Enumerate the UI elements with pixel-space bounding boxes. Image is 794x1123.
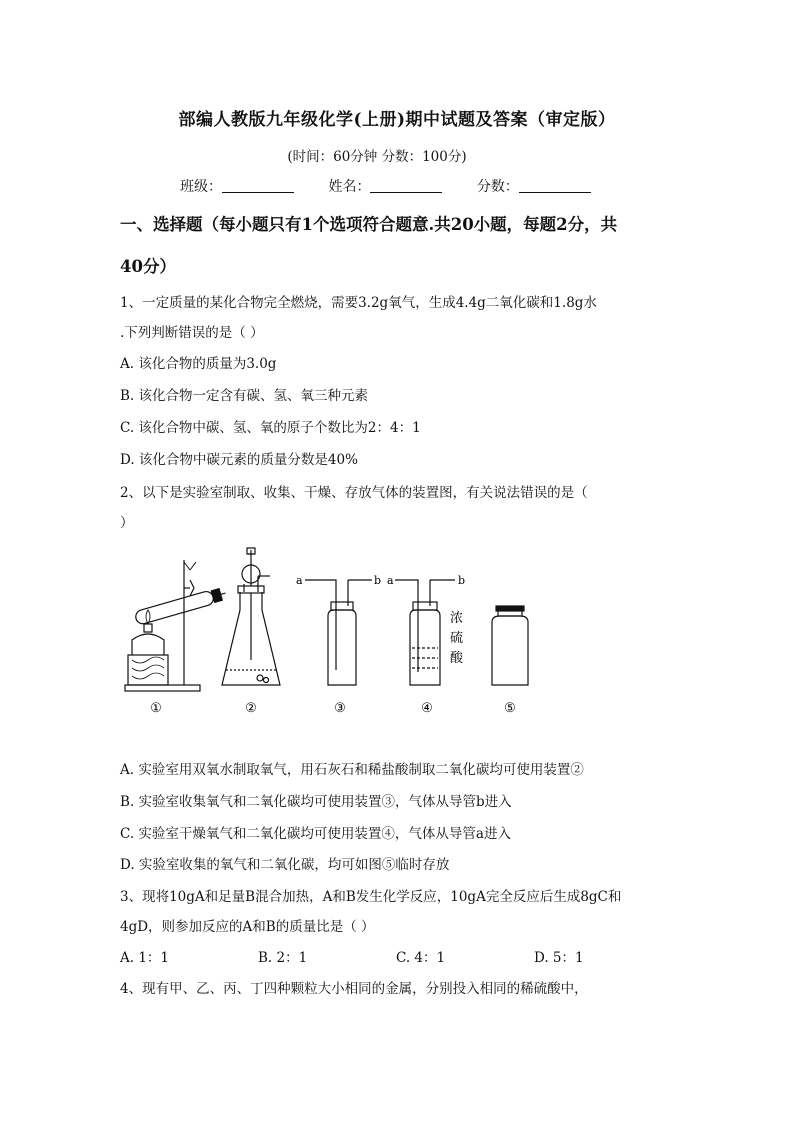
apparatus-3-collection-bottle xyxy=(305,580,372,685)
apparatus-1-heating-setup xyxy=(125,560,227,691)
q3-option-c: C. 4：1 xyxy=(396,950,446,966)
q3-stem-line2: 4gD，则参加反应的A和B的质量比是（ ） xyxy=(120,919,375,935)
q2-option-b: B. 实验室收集氧气和二氧化碳均可使用装置③，气体从导管b进入 xyxy=(120,794,512,810)
student-info-row xyxy=(180,176,621,196)
q1-option-a: A. 该化合物的质量为3.0g xyxy=(120,356,277,372)
q3-option-b: B. 2：1 xyxy=(258,950,308,966)
score-label: 分数： xyxy=(476,179,519,195)
q2-stem-line2: ） xyxy=(120,515,134,531)
q1-option-b: B. 该化合物一定含有碳、氢、氧三种元素 xyxy=(120,388,369,404)
figure-label-4: ④ xyxy=(421,701,433,716)
q4-stem-line1: 4、现有甲、乙、丙、丁四种颗粒大小相同的金属，分别投入相同的稀硫酸中， xyxy=(120,981,588,997)
q1-stem-line1: 1、一定质量的某化合物完全燃烧，需要3.2g氧气，生成4.4g二氧化碳和1.8g水 xyxy=(120,295,597,311)
q3-option-d: D. 5：1 xyxy=(534,950,584,966)
name-label: 姓名： xyxy=(328,179,371,195)
score-blank xyxy=(519,178,591,193)
q1-option-c: C. 该化合物中碳、氢、氧的原子个数比为2：4：1 xyxy=(120,420,421,436)
apparatus-4-drying-bottle xyxy=(395,580,455,685)
acid-label-2: 硫 xyxy=(450,631,464,646)
apparatus-figure xyxy=(110,540,550,720)
q1-option-d: D. 该化合物中碳元素的质量分数是40% xyxy=(120,452,358,468)
q2-option-a: A. 实验室用双氧水制取氧气，用石灰石和稀盐酸制取二氧化碳均可使用装置② xyxy=(120,762,584,778)
name-blank xyxy=(370,178,442,193)
figure-label-2: ② xyxy=(245,701,257,716)
tube-label-a-3: a xyxy=(296,574,303,587)
tube-label-b-4: b xyxy=(458,574,466,587)
acid-label-1: 浓 xyxy=(450,611,464,626)
class-blank xyxy=(222,178,294,193)
figure-label-1: ① xyxy=(150,701,162,716)
figure-label-5: ⑤ xyxy=(504,701,516,716)
section-title-line2: 40分） xyxy=(120,257,176,276)
q3-stem-line1: 3、现将10gA和足量B混合加热，A和B发生化学反应，10gA完全反应后生成8gC和 xyxy=(120,889,622,905)
acid-label-3: 酸 xyxy=(450,651,464,666)
q1-stem-line2: .下列判断错误的是（ ） xyxy=(120,325,264,341)
section-title-line1: 一、选择题（每小题只有1个选项符合题意.共20小题，每题2分，共 xyxy=(120,215,618,234)
tube-label-a-4: a xyxy=(387,574,394,587)
q3-option-a: A. 1：1 xyxy=(120,950,170,966)
q3-options-row xyxy=(120,946,672,966)
q2-option-d: D. 实验室收集的氧气和二氧化碳，均可如图⑤临时存放 xyxy=(120,857,450,873)
q2-option-c: C. 实验室干燥氧气和二氧化碳均可使用装置④，气体从导管a进入 xyxy=(120,826,511,842)
figure-label-3: ③ xyxy=(334,701,346,716)
apparatus-2-flask-funnel xyxy=(222,548,280,685)
tube-label-b-3: b xyxy=(374,574,382,587)
exam-time-score: (时间：60分钟 分数：100分) xyxy=(287,149,467,165)
apparatus-5-storage-bottle xyxy=(492,606,528,685)
q2-stem-line1: 2、以下是实验室制取、收集、干燥、存放气体的装置图，有关说法错误的是（ xyxy=(120,485,588,501)
class-label: 班级： xyxy=(180,179,222,195)
page-title: 部编人教版九年级化学(上册)期中试题及答案（审定版） xyxy=(178,110,616,130)
